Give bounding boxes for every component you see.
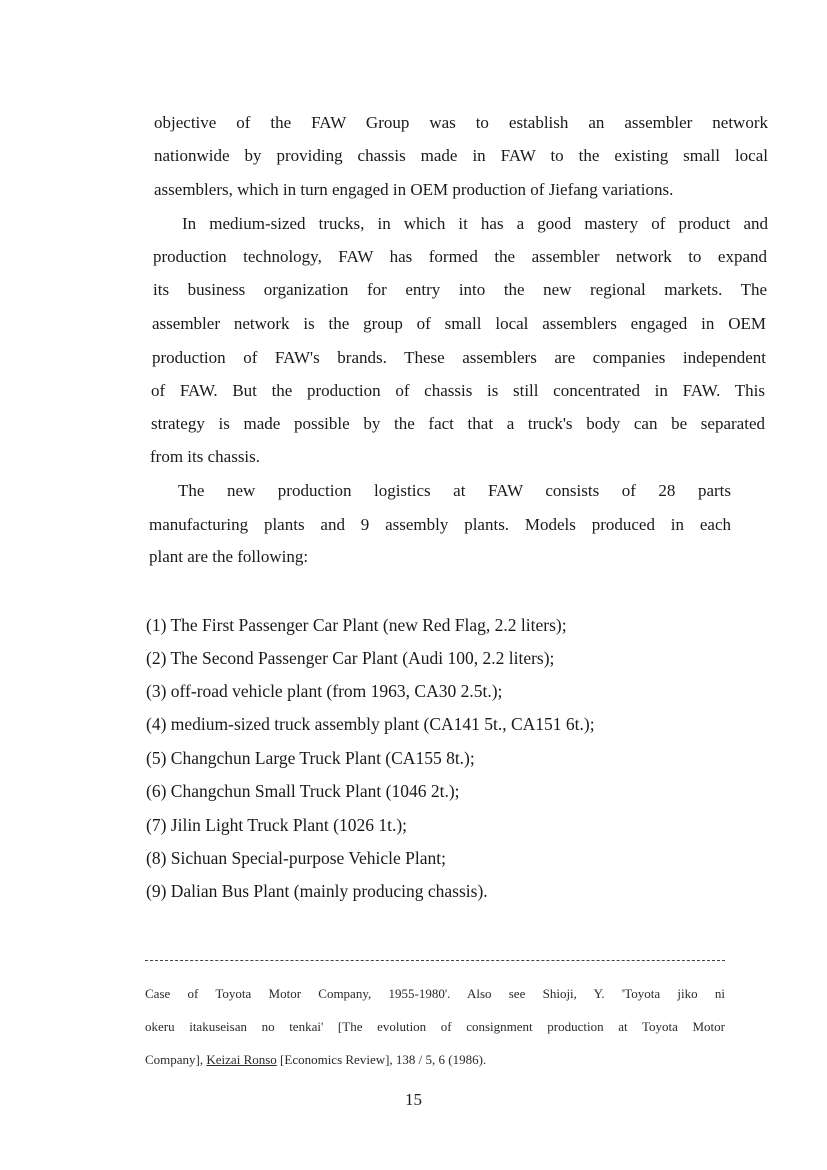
- plant-list-item: (6) Changchun Small Truck Plant (1046 2t.);: [146, 781, 460, 801]
- plant-list-item: (9) Dalian Bus Plant (mainly producing chassis).: [146, 881, 488, 901]
- body-text-line: manufacturing plants and 9 assembly plants. Models produced in each: [149, 515, 731, 534]
- plant-list-item: (1) The First Passenger Car Plant (new Red Flag, 2.2 liters);: [146, 615, 567, 635]
- footnote-line: okeru itakuseisan no tenkai' [The evolution of consignment production at Toyota Motor: [145, 1019, 725, 1034]
- body-text-line: production of FAW's brands. These assemblers are companies independent: [152, 348, 766, 367]
- body-text-line: of FAW. But the production of chassis is still concentrated in FAW. This: [151, 381, 765, 400]
- body-text-line: from its chassis.: [150, 447, 261, 466]
- body-text-line: assembler network is the group of small local assemblers engaged in OEM: [152, 314, 766, 333]
- body-text-line: strategy is made possible by the fact that a truck's body can be separated: [151, 414, 765, 433]
- body-text-line: plant are the following:: [149, 547, 309, 566]
- footnote-line: Case of Toyota Motor Company, 1955-1980'. Also see Shioji, Y. 'Toyota jiko ni: [145, 986, 725, 1001]
- plant-list-item: (4) medium-sized truck assembly plant (CA141 5t., CA151 6t.);: [146, 714, 595, 734]
- plant-list-item: (2) The Second Passenger Car Plant (Audi 100, 2.2 liters);: [146, 648, 555, 668]
- footnote-text: Company],: [145, 1052, 207, 1067]
- plant-list-item: (8) Sichuan Special-purpose Vehicle Plant;: [146, 848, 447, 868]
- footnote-separator: [145, 960, 725, 961]
- body-text-line: production technology, FAW has formed the assembler network to expand: [153, 247, 767, 266]
- body-text-line: The new production logistics at FAW consists of 28 parts: [178, 481, 731, 500]
- body-text-line: objective of the FAW Group was to establish an assembler network: [154, 113, 768, 132]
- footnote-text: [Economics Review], 138 / 5, 6 (1986).: [276, 1052, 487, 1067]
- journal-title: Keizai Ronso: [206, 1052, 277, 1067]
- body-text-line: In medium-sized trucks, in which it has a good mastery of product and: [182, 214, 768, 233]
- body-text-line: nationwide by providing chassis made in FAW to the existing small local: [154, 146, 768, 165]
- plant-list-item: (3) off-road vehicle plant (from 1963, CA30 2.5t.);: [146, 681, 503, 701]
- body-text-line: its business organization for entry into the new regional markets. The: [153, 280, 767, 299]
- body-text-line: assemblers, which in turn engaged in OEM production of Jiefang variations.: [154, 180, 674, 199]
- footnote-line: [145, 1052, 486, 1068]
- plant-list-item: (7) Jilin Light Truck Plant (1026 1t.);: [146, 815, 408, 835]
- page-number: 15: [405, 1090, 422, 1109]
- plant-list-item: (5) Changchun Large Truck Plant (CA155 8t.);: [146, 748, 475, 768]
